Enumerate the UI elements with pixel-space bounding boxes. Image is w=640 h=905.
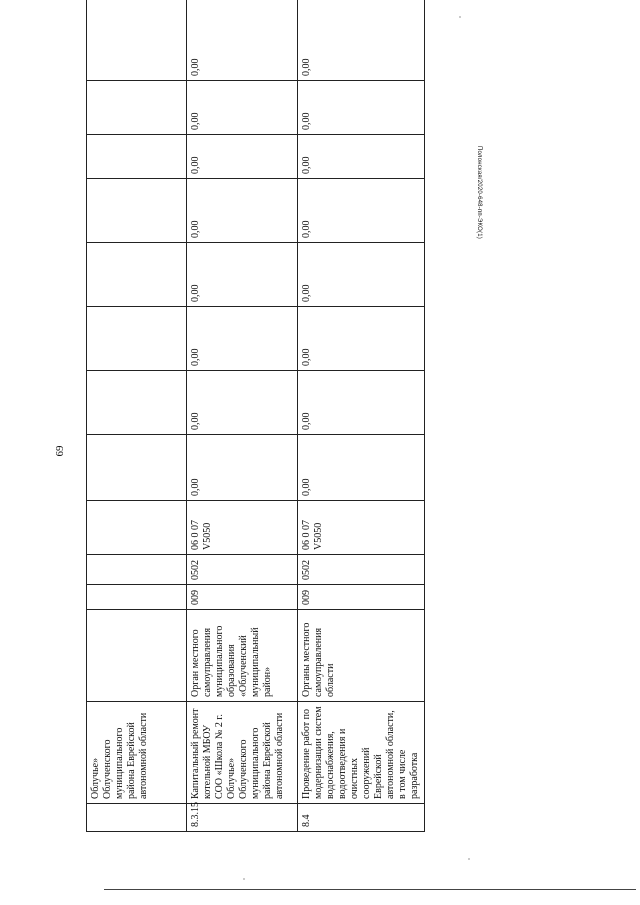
row-value bbox=[87, 179, 187, 243]
row-name: Капитальный ремонт котельной МБОУ СОО «Школа № 2 г. Облучье» Облученского муниципального района Еврейской автономной области bbox=[187, 702, 298, 804]
row-value: 0,00 bbox=[298, 81, 425, 135]
row-value bbox=[87, 135, 187, 179]
row-value: 0,00 bbox=[298, 371, 425, 435]
row-code bbox=[87, 804, 187, 832]
row-csr bbox=[87, 501, 187, 555]
page-number: 69 bbox=[54, 445, 66, 457]
row-rz: 0502 bbox=[187, 555, 298, 585]
row-value: 0,00 bbox=[187, 243, 298, 307]
row-grbs: 009 bbox=[187, 585, 298, 610]
row-value: 0,00 bbox=[298, 179, 425, 243]
row-value: 0,00 bbox=[187, 81, 298, 135]
row-value bbox=[87, 0, 187, 81]
row-value: 0,00 bbox=[298, 135, 425, 179]
row-grbs: 009 bbox=[298, 585, 425, 610]
row-executor: Органы местного самоуправления области bbox=[298, 610, 425, 702]
document-code: Полонская/2020-648-пп-ЭКО(1) bbox=[476, 146, 482, 239]
row-value: 0,00 bbox=[298, 307, 425, 371]
row-value bbox=[87, 307, 187, 371]
row-name: Облучье» Облученского муниципального района Еврейской автономной области bbox=[87, 702, 187, 804]
table-row bbox=[298, 0, 425, 832]
row-code: 8.3.15 bbox=[187, 804, 298, 832]
row-name: Проведение работ по модернизации систем водоснабжения, водоотведения и очистных сооружений Еврейской автономной области, в том числе разработка bbox=[298, 702, 425, 804]
row-value: 0,00 bbox=[187, 179, 298, 243]
row-value bbox=[87, 81, 187, 135]
row-value: 0,00 bbox=[187, 0, 298, 81]
row-csr: 06 0 07 V5050 bbox=[298, 501, 425, 555]
scan-speck bbox=[459, 16, 461, 18]
row-value: 0,00 bbox=[298, 243, 425, 307]
row-value: 0,00 bbox=[187, 307, 298, 371]
row-rz bbox=[87, 555, 187, 585]
row-value: 0,00 bbox=[187, 371, 298, 435]
row-value bbox=[87, 435, 187, 501]
row-code: 8.4 bbox=[298, 804, 425, 832]
bottom-rule bbox=[104, 889, 636, 890]
budget-table bbox=[86, 54, 421, 832]
row-value: 0,00 bbox=[187, 135, 298, 179]
table-row bbox=[87, 0, 187, 832]
row-grbs bbox=[87, 585, 187, 610]
row-value: 0,00 bbox=[187, 435, 298, 501]
scan-speck bbox=[243, 878, 245, 880]
row-rz: 0502 bbox=[298, 555, 425, 585]
table-row bbox=[187, 0, 298, 832]
row-value: 0,00 bbox=[298, 435, 425, 501]
row-executor bbox=[87, 610, 187, 702]
row-executor: Орган местного самоуправления муниципального образования «Облученский муниципальный район» bbox=[187, 610, 298, 702]
scan-speck bbox=[468, 858, 470, 860]
row-value bbox=[87, 243, 187, 307]
row-csr: 06 0 07 V5050 bbox=[187, 501, 298, 555]
row-value bbox=[87, 371, 187, 435]
row-value: 0,00 bbox=[298, 0, 425, 81]
